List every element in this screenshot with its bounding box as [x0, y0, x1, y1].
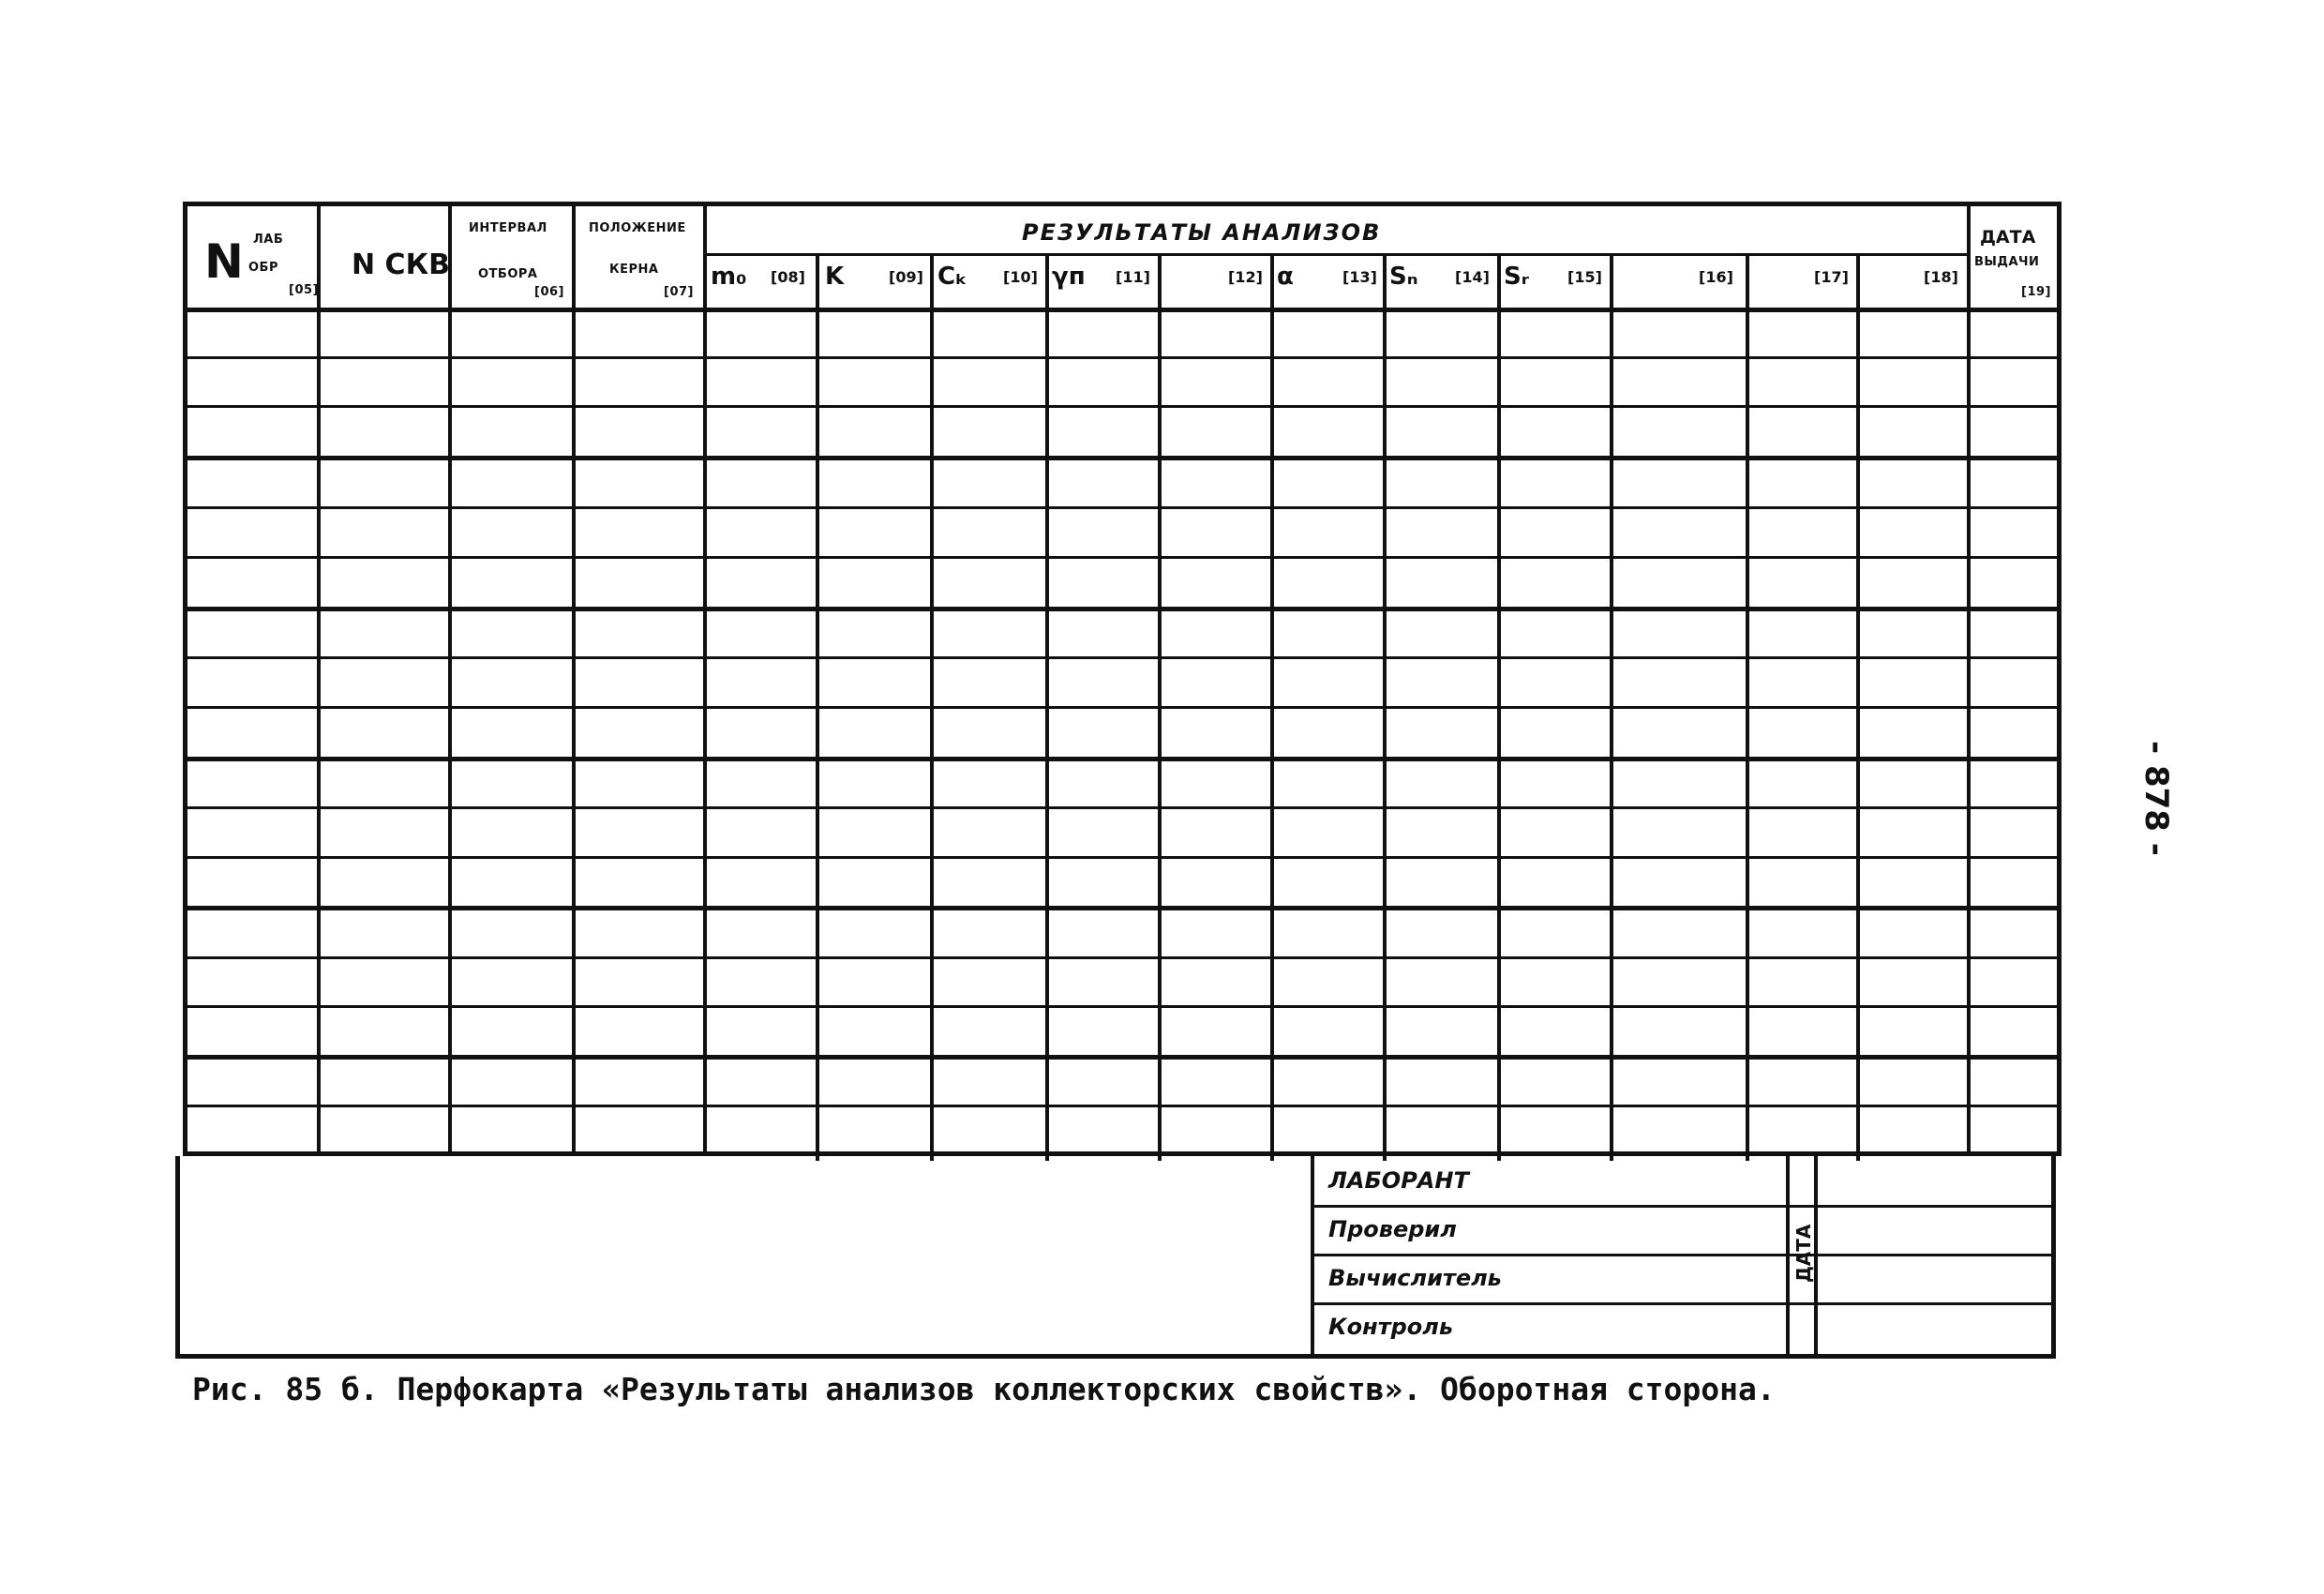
- row-line: [187, 856, 2057, 859]
- core-label-top: ПОЛОЖЕНИЕ: [589, 221, 686, 235]
- header-bottom-line: [187, 308, 2057, 312]
- col-16-code: [16]: [1699, 268, 1733, 286]
- col-sr-code: [15]: [1567, 268, 1602, 286]
- row-line: [187, 1055, 2057, 1060]
- col-k-symbol: K: [825, 263, 845, 291]
- row-line: [187, 906, 2057, 910]
- col-ck-symbol: Cₖ: [937, 263, 967, 291]
- col-gamma-symbol: γп: [1052, 263, 1086, 291]
- col-divider: [317, 206, 321, 1151]
- col-divider: [448, 206, 452, 1151]
- lab-no-sup: ЛАБ: [253, 233, 284, 247]
- row-line: [187, 1005, 2057, 1008]
- col-sn-code: [14]: [1455, 268, 1490, 286]
- col-divider: [1967, 206, 1971, 1151]
- signature-row-line: [1312, 1254, 2056, 1256]
- row-line: [187, 456, 2057, 460]
- col-m0-symbol: m₀: [711, 263, 747, 291]
- signature-calculator: Вычислитель: [1328, 1265, 1502, 1291]
- row-line: [187, 405, 2057, 408]
- col-sr-symbol: Sᵣ: [1504, 263, 1529, 291]
- row-line: [187, 706, 2057, 709]
- lab-no-sub: ОБР: [248, 261, 278, 275]
- row-line: [187, 956, 2057, 959]
- row-line: [187, 757, 2057, 761]
- results-title: РЕЗУЛЬТАТЫ АНАЛИЗОВ: [1022, 219, 1382, 246]
- col-gamma-code: [11]: [1116, 268, 1150, 286]
- row-line: [187, 356, 2057, 359]
- interval-code: [06]: [534, 285, 564, 299]
- row-line: [187, 1105, 2057, 1107]
- signature-lab-assistant: ЛАБОРАНТ: [1328, 1167, 1469, 1194]
- row-line: [187, 806, 2057, 809]
- lab-no-n: N: [204, 234, 244, 289]
- signature-control: Контроль: [1328, 1314, 1454, 1340]
- core-label-bottom: КЕРНА: [609, 263, 659, 277]
- col-18-code: [18]: [1924, 268, 1958, 286]
- page-number: - 878 -: [2137, 741, 2175, 856]
- col-17-code: [17]: [1814, 268, 1849, 286]
- well-no: N СКВ: [352, 248, 450, 281]
- results-table: [183, 202, 2062, 1156]
- date-label-bottom: ВЫДАЧИ: [1974, 255, 2040, 269]
- signature-row-line: [1312, 1205, 2056, 1208]
- col-alpha-code: [13]: [1342, 268, 1377, 286]
- col-ck-code: [10]: [1003, 268, 1038, 286]
- lab-no-code: [05]: [289, 283, 319, 297]
- interval-label-top: ИНТЕРВАЛ: [469, 221, 547, 235]
- col-alpha-symbol: α: [1277, 263, 1294, 291]
- signature-block: [175, 1156, 2056, 1359]
- signature-date-label: ДАТА: [1792, 1224, 1815, 1283]
- figure-caption: Рис. 85 б. Перфокарта «Результаты анализов коллекторских свойств». Оборотная сторона.: [192, 1371, 1776, 1407]
- date-label-top: ДАТА: [1980, 227, 2036, 248]
- col-divider: [572, 206, 576, 1151]
- col-12-code: [12]: [1228, 268, 1263, 286]
- results-subheader-line: [705, 253, 1969, 256]
- core-code: [07]: [664, 285, 694, 299]
- col-divider: [703, 206, 707, 1151]
- punch-card-form: [183, 202, 2062, 1359]
- col-k-code: [09]: [889, 268, 923, 286]
- row-line: [187, 656, 2057, 659]
- row-line: [187, 607, 2057, 611]
- interval-label-bottom: ОТБОРА: [478, 267, 538, 281]
- col-sn-symbol: Sₙ: [1389, 263, 1418, 291]
- signature-row-line: [1312, 1302, 2056, 1305]
- col-m0-code: [08]: [771, 268, 805, 286]
- date-code: [19]: [2021, 285, 2051, 299]
- row-line: [187, 556, 2057, 559]
- signature-checked: Проверил: [1328, 1216, 1457, 1242]
- row-line: [187, 506, 2057, 509]
